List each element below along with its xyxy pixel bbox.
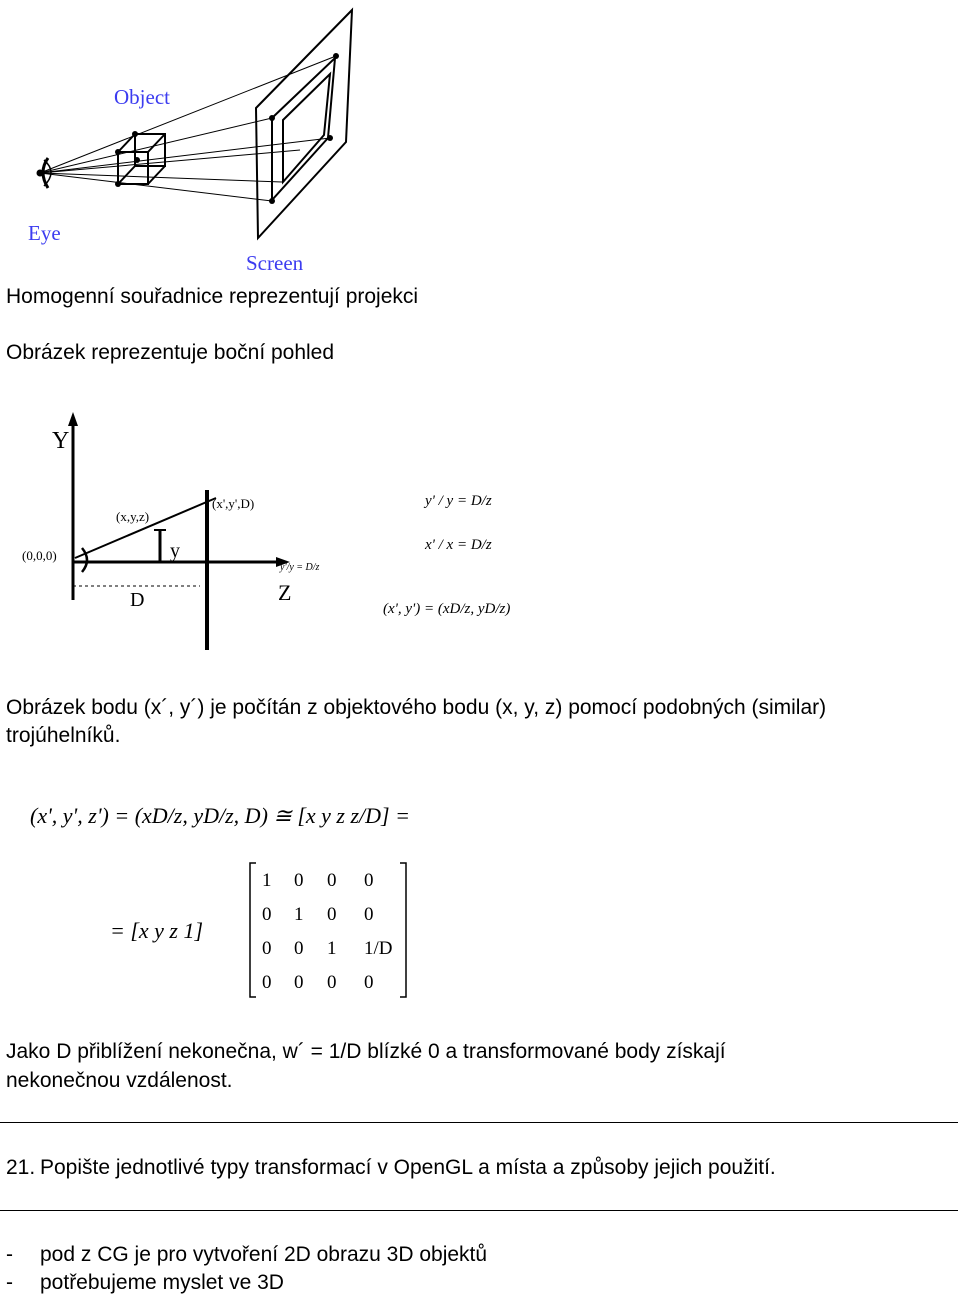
bullet-text: pod z CG je pro vytvoření 2D obrazu 3D objektů xyxy=(40,1243,488,1266)
question-text: Popište jednotlivé typy transformací v OpenGL a místa a způsoby jejich použití. xyxy=(40,1156,776,1179)
y-axis-label: Y xyxy=(52,428,70,454)
bullet-text: potřebujeme myslet ve 3D xyxy=(40,1271,284,1294)
equation-2: x' / x = D/z xyxy=(425,537,492,553)
bullet-dash: - xyxy=(6,1243,13,1266)
matrix-cell: 0 xyxy=(327,870,337,891)
infinity-text-line-2: nekonečnou vzdálenost. xyxy=(6,1069,233,1092)
divider-bottom xyxy=(0,1210,958,1211)
matrix-cell: 0 xyxy=(294,938,304,959)
equation-1: y' / y = D/z xyxy=(425,493,492,509)
screen-plane xyxy=(256,10,352,238)
row-vector: = [x y z 1] xyxy=(110,918,204,943)
matrix-cell: 0 xyxy=(364,904,374,925)
matrix-cell: 0 xyxy=(364,870,374,891)
point-label: (x,y,z) xyxy=(116,509,150,524)
matrix-cell: 1 xyxy=(327,938,337,959)
equation-3: (x', y') = (xD/z, yD/z) xyxy=(383,601,511,617)
matrix-figure xyxy=(0,775,500,1010)
matrix-cell: 1 xyxy=(262,870,272,891)
bullet-dash: - xyxy=(6,1271,13,1294)
projection-figure xyxy=(0,0,380,278)
small-equation: y'/y = D/z xyxy=(280,562,320,573)
matrix-cell: 0 xyxy=(262,904,272,925)
distance-label: D xyxy=(130,589,145,611)
question-number: 21. xyxy=(6,1156,36,1179)
side-view-figure xyxy=(0,390,560,665)
infinity-text-line-1: Jako D přiblížení nekonečna, w´ = 1/D blízké 0 a transformované body získají xyxy=(6,1040,726,1063)
homogeneous-equation: (x', y', z') = (xD/z, yD/z, D) ≅ [x y z z/D] = xyxy=(30,803,410,828)
similar-triangles-text-line-1: Obrázek bodu (x´, y´) je počítán z objektového bodu (x, y, z) pomocí podobných (similar) xyxy=(6,696,827,719)
matrix-cell: 0 xyxy=(262,938,272,959)
projection-ray xyxy=(75,498,216,558)
matrix-cell: 0 xyxy=(294,870,304,891)
matrix-left-bracket xyxy=(250,863,256,997)
matrix-cell: 0 xyxy=(327,904,337,925)
screen-label: Screen xyxy=(246,251,304,275)
projected-point-label: (x',y',D) xyxy=(212,496,255,511)
small-y-label: y xyxy=(170,540,180,562)
similar-triangles-text-line-2: trojúhelníků. xyxy=(6,724,121,747)
object-label: Object xyxy=(114,85,170,109)
matrix-cell: 0 xyxy=(262,972,272,993)
matrix-cell: 0 xyxy=(364,972,374,993)
matrix-cell: 1/D xyxy=(364,938,393,959)
matrix-cell: 0 xyxy=(294,972,304,993)
matrix-cell: 1 xyxy=(294,904,304,925)
origin-label: (0,0,0) xyxy=(22,548,57,563)
matrix-cell: 0 xyxy=(327,972,337,993)
eye-label: Eye xyxy=(28,221,61,245)
divider-top xyxy=(0,1122,958,1123)
side-view-caption: Obrázek reprezentuje boční pohled xyxy=(6,341,335,364)
matrix-right-bracket xyxy=(400,863,406,997)
z-axis-label: Z xyxy=(278,580,292,605)
projection-heading: Homogenní souřadnice reprezentují projekci xyxy=(6,285,419,308)
